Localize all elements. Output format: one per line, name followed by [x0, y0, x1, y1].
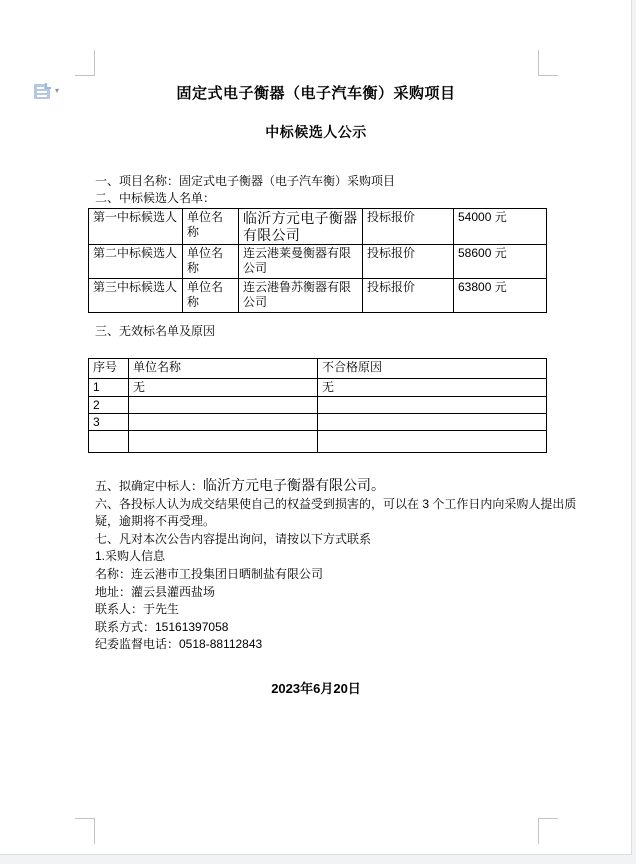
bid-price: 63800 元	[454, 279, 547, 313]
crop-mark-top-left-vertical	[94, 50, 95, 76]
notice-body	[95, 477, 577, 654]
row-reason	[318, 431, 547, 453]
candidates-table	[88, 208, 547, 313]
buyer-name: 名称：连云港市工投集团日晒制盐有限公司	[95, 566, 324, 581]
section-invalid-bids-heading: 三、无效标名单及原因	[95, 324, 216, 338]
table-header-row	[89, 359, 547, 379]
bid-price-label: 投标报价	[363, 245, 454, 279]
column-header-reason: 不合格原因	[318, 359, 547, 379]
row-no: 3	[89, 414, 129, 431]
row-reason	[318, 397, 547, 414]
bid-price-label: 投标报价	[363, 279, 454, 313]
table-row	[89, 414, 547, 431]
section-project-name: 一、项目名称：固定式电子衡器（电子汽车衡）采购项目	[95, 174, 396, 188]
crop-mark-bottom-right-horizontal	[538, 818, 558, 819]
table-row	[89, 431, 547, 453]
row-name	[129, 397, 318, 414]
row-name	[129, 414, 318, 431]
section-awardee	[95, 477, 550, 496]
table-row	[89, 245, 547, 279]
row-no	[89, 431, 129, 453]
row-reason	[318, 414, 547, 431]
table-row	[89, 279, 547, 313]
bid-price: 58600 元	[454, 245, 547, 279]
row-no: 2	[89, 397, 129, 414]
bid-price: 54000 元	[454, 209, 547, 245]
column-header-name: 单位名称	[129, 359, 318, 379]
row-name: 无	[129, 379, 318, 397]
company-name: 临沂方元电子衡器有限公司	[239, 209, 363, 245]
section-objection-line2: 疑，逾期将不再受理。	[95, 514, 216, 529]
unit-name-label: 单位名称	[183, 209, 239, 245]
unit-name-label: 单位名称	[183, 279, 239, 313]
document-subtitle: 中标候选人公示	[265, 124, 367, 140]
contact-phone: 联系方式：15161397058	[95, 619, 229, 634]
company-name: 连云港莱曼衡器有限公司	[239, 245, 363, 279]
crop-mark-top-right-horizontal	[538, 75, 558, 76]
chevron-down-icon[interactable]: ▾	[55, 86, 60, 95]
row-reason: 无	[318, 379, 547, 397]
invalid-bids-table	[88, 358, 547, 453]
table-row	[89, 397, 547, 414]
crop-mark-top-right-vertical	[538, 50, 539, 76]
section-inquiry: 七、凡对本次公告内容提出询问，请按以下方式联系	[95, 531, 372, 546]
section-candidates-heading: 二、中标候选人名单：	[95, 191, 216, 205]
column-header-no: 序号	[89, 359, 129, 379]
awardee-company: 临沂方元电子衡器有限公司。	[203, 477, 386, 493]
supervision-phone: 纪委监督电话：0518-88112843	[95, 637, 263, 652]
row-name	[129, 431, 318, 453]
section-objection-line1: 六、各投标人认为成交结果使自己的权益受到损害的，可以在 3 个工作日内向采购人提出质	[95, 496, 577, 511]
contact-person: 联系人：于先生	[95, 602, 180, 617]
crop-mark-top-left-horizontal	[75, 75, 95, 76]
awardee-prefix: 五、拟确定中标人：	[95, 479, 204, 493]
document-title: 固定式电子衡器（电子汽车衡）采购项目	[176, 85, 456, 102]
table-row	[89, 209, 547, 245]
candidate-rank: 第三中标候选人	[89, 279, 183, 313]
crop-mark-bottom-left-horizontal	[75, 818, 95, 819]
row-no: 1	[89, 379, 129, 397]
crop-mark-bottom-right-vertical	[538, 818, 539, 844]
table-row	[89, 379, 547, 397]
candidate-rank: 第二中标候选人	[89, 245, 183, 279]
company-name: 连云港鲁苏衡器有限公司	[239, 279, 363, 313]
announcement-date: 2023年6月20日	[271, 681, 361, 696]
crop-mark-bottom-left-vertical	[94, 818, 95, 844]
candidate-rank: 第一中标候选人	[89, 209, 183, 245]
bid-price-label: 投标报价	[363, 209, 454, 245]
unit-name-label: 单位名称	[183, 245, 239, 279]
buyer-info-heading: 1.采购人信息	[95, 549, 166, 564]
buyer-address: 地址：灌云县灌西盐场	[95, 584, 216, 599]
